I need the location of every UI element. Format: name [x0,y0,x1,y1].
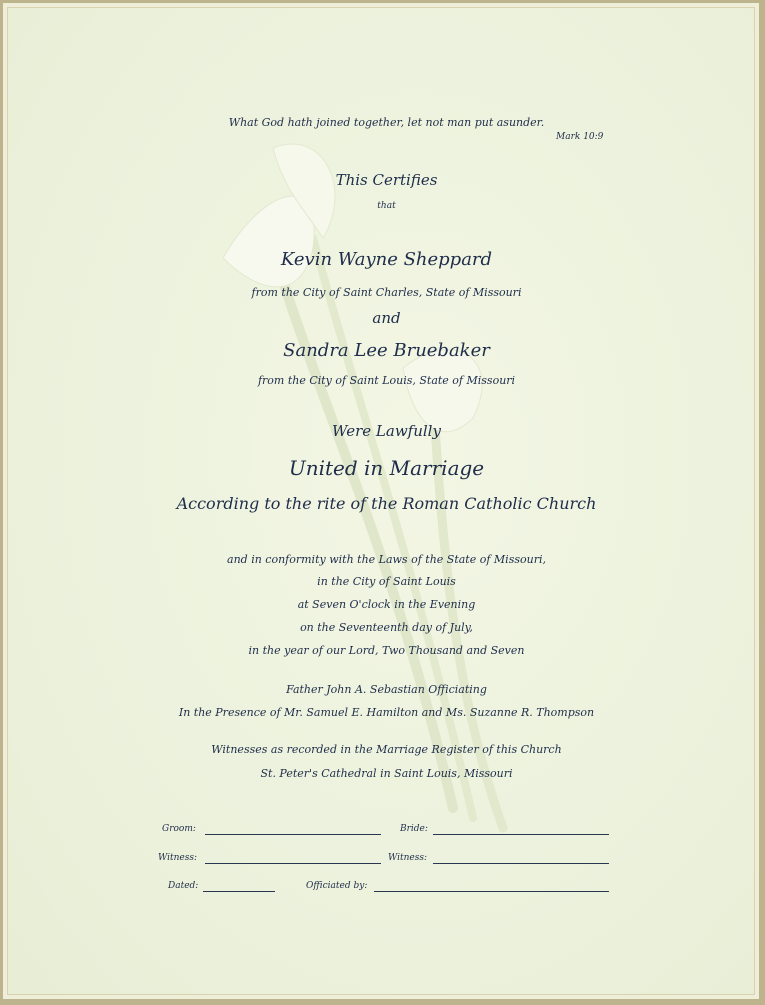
rite-text: According to the rite of the Roman Catholic Church [176,494,597,513]
bride-name: Sandra Lee Bruebaker [283,340,490,361]
detail-line: in the year of our Lord, Two Thousand and Seven [248,644,525,657]
groom-name: Kevin Wayne Sheppard [280,249,493,270]
scripture-quote: What God hath joined together, let not man put asunder. [228,116,545,129]
groom-origin: from the City of Saint Charles, State of Missouri [251,286,522,299]
groom-signature-line[interactable] [205,834,381,835]
church-line: St. Peter's Cathedral in Saint Louis, Missouri [260,767,513,780]
witness-one-label: Witness: [158,853,197,863]
calla-lily-watermark [203,128,563,848]
scripture-citation: Mark 10:9 [556,132,604,142]
groom-signature-label: Groom: [162,824,196,834]
presence-line: In the Presence of Mr. Samuel E. Hamilton and Ms. Suzanne R. Thompson [178,706,595,719]
detail-line: in the City of Saint Louis [317,575,456,588]
dated-label: Dated: [168,881,199,891]
certifies-heading: This Certifies [335,171,438,189]
detail-line: and in conformity with the Laws of the State of Missouri, [227,553,546,566]
witness-two-line[interactable] [433,863,609,864]
witness-two-label: Witness: [388,853,427,863]
that-text: that [377,201,396,211]
officiated-line[interactable] [374,891,609,892]
officiant-line: Father John A. Sebastian Officiating [286,683,487,696]
bride-signature-line[interactable] [433,834,609,835]
bride-origin: from the City of Saint Louis, State of Missouri [257,374,516,387]
and-text: and [372,309,401,327]
witness-one-line[interactable] [205,863,381,864]
lawfully-text: Were Lawfully [332,422,441,440]
united-in-marriage: United in Marriage [288,456,485,480]
dated-line[interactable] [203,891,275,892]
witness-note-line: Witnesses as recorded in the Marriage Register of this Church [211,743,562,756]
bride-signature-label: Bride: [400,824,428,834]
detail-line: at Seven O'clock in the Evening [297,598,476,611]
detail-line: on the Seventeenth day of July, [300,621,473,634]
officiated-label: Officiated by: [306,881,368,891]
certificate-paper [7,7,755,995]
